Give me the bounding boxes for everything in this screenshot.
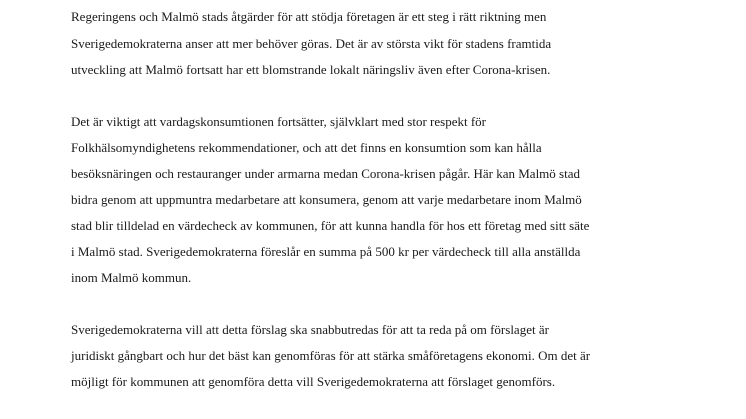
paragraph-1-line-1: Regeringens och Malmö stads åtgärder för att stödja företagen är ett steg i rätt riktning men (71, 9, 547, 24)
paragraph-1-line-2: Sverigedemokraterna anser att mer behöver göras. Det är av största vikt för stadens framtida (71, 36, 552, 51)
paragraph-2-line-3: besöksnäringen och restauranger under armarna medan Corona-krisen pågår. Här kan Malmö stad (71, 166, 580, 181)
paragraph-2-line-6: i Malmö stad. Sverigedemokraterna föreslår en summa på 500 kr per värdecheck till alla anställda (71, 244, 581, 259)
paragraph-2-line-5: stad blir tilldelad en värdecheck av kommunen, för att kunna handla för hos ett företag med sitt säte (71, 218, 590, 233)
paragraph-1-line-3: utveckling att Malmö fortsatt har ett blomstrande lokalt näringsliv även efter Corona-krisen. (71, 62, 551, 77)
paragraph-2-line-7: inom Malmö kommun. (71, 270, 192, 285)
paragraph-3-line-3: möjligt för kommunen att genomföra detta vill Sverigedemokraterna att förslaget genomförs. (71, 374, 556, 389)
paragraph-2-line-2: Folkhälsomyndighetens rekommendationer, och att det finns en konsumtion som kan hålla (71, 140, 542, 155)
paragraph-2-line-4: bidra genom att uppmuntra medarbetare att konsumera, genom att varje medarbetare inom Malmö (71, 192, 582, 207)
paragraph-3-line-2: juridiskt gångbart och hur det bäst kan genomföras för att stärka småföretagens ekonomi. Om det är (71, 348, 591, 363)
paragraph-2-line-1: Det är viktigt att vardagskonsumtionen fortsätter, självklart med stor respekt för (71, 114, 487, 129)
paragraph-3-line-1: Sverigedemokraterna vill att detta förslag ska snabbutredas för att ta reda på om förslaget är (71, 322, 549, 337)
